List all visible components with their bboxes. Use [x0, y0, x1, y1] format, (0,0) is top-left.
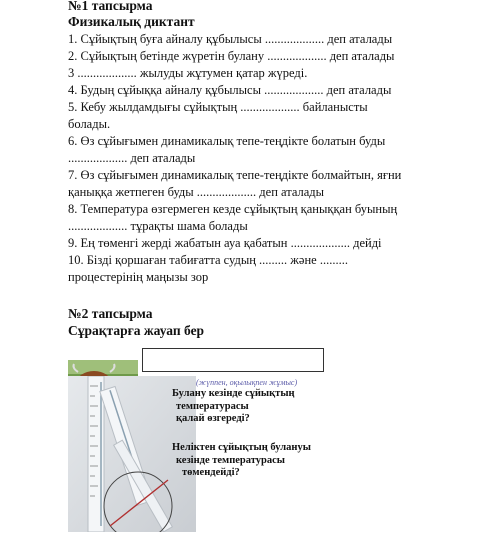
dictation-line-8: 8. Температура өзгермеген кезде сұйықтың қаныққан буының: [68, 202, 398, 216]
question-1-line-2: температурасы: [176, 400, 249, 412]
dictation-line-7-cont: қаныққа жетпеген буды ................... деп аталады: [68, 185, 325, 199]
dictation-line-6: 6. Өз сұйығымен динамикалық тепе-теңдікте болатын буды: [68, 134, 386, 148]
dictation-line-4: 4. Будың сұйыққа айналу құбылысы ................... деп аталады: [68, 83, 392, 97]
question-1-line-3: қалай өзгереді?: [176, 413, 250, 424]
question-1-line-1: Булану кезінде сұйықтың: [172, 388, 295, 399]
task1-number: №1 тапсырма: [68, 0, 153, 13]
answer-box[interactable]: [142, 348, 324, 372]
work-mode-caption: (жүппен, оқылықпен жұмыс): [196, 378, 298, 387]
dictation-line-9: 9. Ең төменгі жерді жабатын ауа қабатын ................... дейді: [68, 236, 382, 250]
dictation-line-3: 3 ................... жылуды жұтумен қатар жүреді.: [68, 66, 308, 80]
dictation-line-8-cont: ................... тұрақты шама болады: [68, 219, 248, 233]
question-2-line-2: кезінде температурасы: [176, 454, 285, 466]
task1-title: Физикалық диктант: [68, 14, 195, 29]
question-2: [172, 442, 311, 480]
dictation-line-5-cont: болады.: [68, 117, 111, 131]
task2-number: №2 тапсырма: [68, 306, 153, 321]
dictation-line-2: 2. Сұйықтың бетінде жүретін булану ................... деп аталады: [68, 49, 395, 63]
dictation-line-10-cont: процестерінің маңызы зор: [68, 270, 209, 284]
dictation-line-1: 1. Сұйықтың буға айналу құбылысы ................... деп аталады: [68, 32, 393, 46]
dictation-line-10: 10. Бізді қоршаған табиғатта судың ......... және .........: [68, 253, 348, 267]
question-1: [172, 388, 295, 426]
dictation-line-6-cont: ................... деп аталады: [68, 151, 196, 165]
question-2-line-1: Неліктен сұйықтың булануы: [172, 442, 311, 453]
task2-title: Сұрақтарға жауап бер: [68, 323, 205, 338]
question-2-line-3: төмендейді?: [182, 467, 240, 478]
dictation-line-5: 5. Кебу жылдамдығы сұйықтың ................... байланысты: [68, 100, 368, 114]
dictation-line-7: 7. Өз сұйығымен динамикалық тепе-теңдікте болмайтын, яғни: [68, 168, 402, 182]
